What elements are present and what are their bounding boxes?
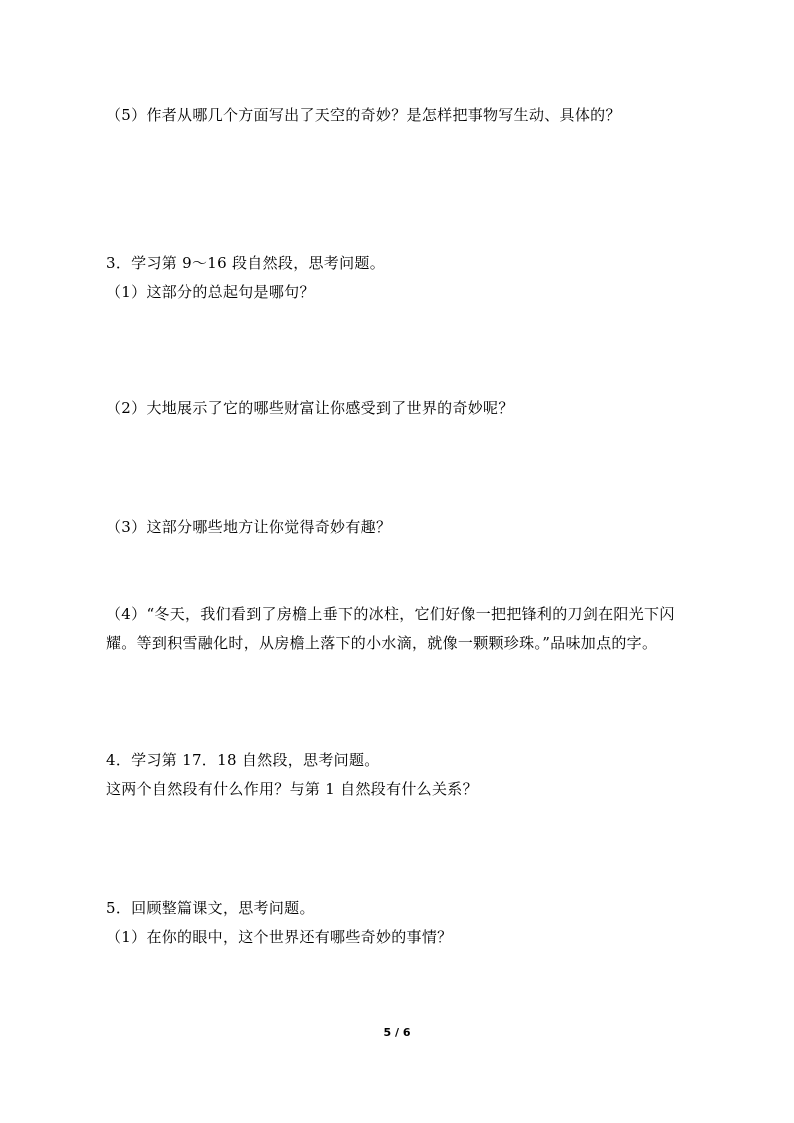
question-3-4-line-2: 耀。等到积雪融化时，从房檐上落下的小水滴，就像一颗颗珍珠。”品味加点的字。 [106, 634, 658, 652]
question-3-1: （1）这部分的总起句是哪句？ [106, 283, 315, 301]
question-2-5: （5）作者从哪几个方面写出了天空的奇妙？是怎样把事物写生动、具体的？ [106, 106, 621, 124]
section-4-heading: 4．学习第 17．18 自然段，思考问题。 [106, 751, 380, 769]
question-3-4-line-1: （4）“冬天，我们看到了房檐上垂下的冰柱，它们好像一把把锋利的刀剑在阳光下闪 [106, 605, 675, 623]
question-3-2: （2）大地展示了它的哪些财富让你感受到了世界的奇妙呢？ [106, 399, 514, 417]
section-5-heading: 5．回顾整篇课文，思考问题。 [106, 899, 315, 917]
question-5-1: （1）在你的眼中，这个世界还有哪些奇妙的事情？ [106, 928, 453, 946]
section-3-heading: 3．学习第 9～16 段自然段，思考问题。 [106, 254, 386, 272]
page-number: 5 / 6 [383, 1026, 411, 1039]
section-4-question: 这两个自然段有什么作用？与第 1 自然段有什么关系？ [106, 780, 478, 798]
question-3-3: （3）这部分哪些地方让你觉得奇妙有趣？ [106, 518, 392, 536]
